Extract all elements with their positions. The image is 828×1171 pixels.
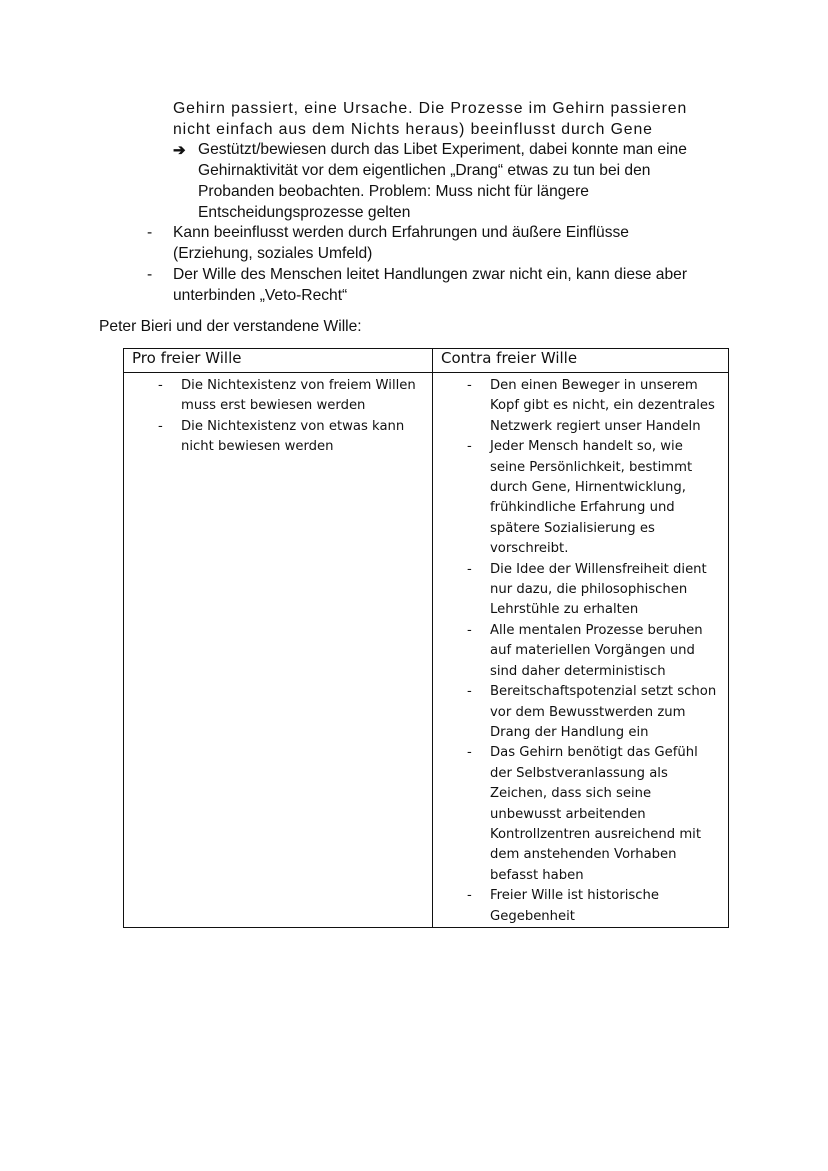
bullet-dash: - [158, 418, 163, 434]
contra-cell [433, 373, 729, 928]
bullet-dash: - [467, 622, 472, 638]
arrow-point-line-3: Probanden beobachten. Problem: Muss nicht für längere [198, 183, 589, 200]
list-item [433, 743, 728, 886]
header-pro: Pro freier Wille [124, 349, 433, 373]
bullet-dash: - [147, 266, 153, 283]
bullet-2-line-1: Der Wille des Menschen leitet Handlungen zwar nicht ein, kann diese aber [173, 266, 688, 283]
bullet-dash: - [467, 561, 472, 577]
arrow-right-icon: ➔ [173, 142, 186, 159]
list-item [433, 682, 728, 743]
arrow-point-line-1: Gestützt/bewiesen durch das Libet Experiment, dabei konnte man eine [198, 141, 687, 158]
bullet-dash: - [147, 224, 153, 241]
list-item [124, 376, 432, 417]
pro-item-text: Die Nichtexistenz von etwas kann nicht bewiesen werden [181, 418, 405, 455]
contra-item-text: Die Idee der Willensfreiheit dient nur dazu, die philosophischen Lehrstühle zu erhalten [490, 561, 707, 618]
contra-item-text: Freier Wille ist historische Gegebenheit [490, 888, 660, 924]
contra-item-text: Das Gehirn benötigt das Gefühl der Selbstveranlassung als Zeichen, dass sich seine unbewusst arbeitenden Kontrollzentren ausreichend mit dem anstehenden Vorhaben befasst haben [490, 745, 702, 883]
contra-item-text: Jeder Mensch handelt so, wie seine Persönlichkeit, bestimmt durch Gene, Hirnentwicklung, frühkindliche Erfahrung und spätere Sozialisierung es vorschreibt. [490, 439, 693, 557]
header-contra: Contra freier Wille [433, 349, 729, 373]
list-item [433, 886, 728, 927]
section-heading: Peter Bieri und der verstandene Wille: [99, 318, 362, 335]
bullet-dash: - [467, 888, 472, 904]
bullet-dash: - [467, 378, 472, 393]
list-item [433, 376, 728, 437]
table-body-row [124, 373, 729, 928]
contra-item-text: Den einen Beweger in unserem Kopf gibt es nicht, ein dezentrales Netzwerk regiert unser Handeln [490, 378, 715, 434]
list-item [433, 437, 728, 559]
bullet-dash: - [467, 439, 472, 455]
bullet-dash: - [467, 745, 472, 761]
table-header-row [124, 349, 729, 373]
pro-item-text: Die Nichtexistenz von freiem Willen muss erst bewiesen werden [181, 378, 416, 414]
contra-item-text: Bereitschaftspotenzial setzt schon vor dem Bewusstwerden zum Drang der Handlung ein [490, 684, 717, 740]
bullet-dash: - [158, 378, 163, 393]
list-item [433, 621, 728, 682]
intro-line-2: nicht einfach aus dem Nichts heraus) beeinflusst durch Gene [173, 121, 653, 138]
arrow-point-line-2: Gehirnaktivität vor dem eigentlichen „Drang“ etwas zu tun bei den [198, 162, 651, 179]
bullet-dash: - [467, 684, 472, 700]
bullet-1-line-2: (Erziehung, soziales Umfeld) [173, 245, 373, 262]
list-item [433, 560, 728, 621]
intro-line-1: Gehirn passiert, eine Ursache. Die Prozesse im Gehirn passieren [173, 100, 688, 117]
pro-contra-table [123, 348, 729, 928]
bullet-1-line-1: Kann beeinflusst werden durch Erfahrungen und äußere Einflüsse [173, 224, 629, 241]
bullet-2-line-2: unterbinden „Veto-Recht“ [173, 287, 348, 304]
pro-cell [124, 373, 433, 928]
list-item [124, 417, 432, 458]
contra-item-text: Alle mentalen Prozesse beruhen auf materiellen Vorgängen und sind daher deterministisch [490, 622, 703, 679]
arrow-point-line-4: Entscheidungsprozesse gelten [198, 204, 411, 221]
